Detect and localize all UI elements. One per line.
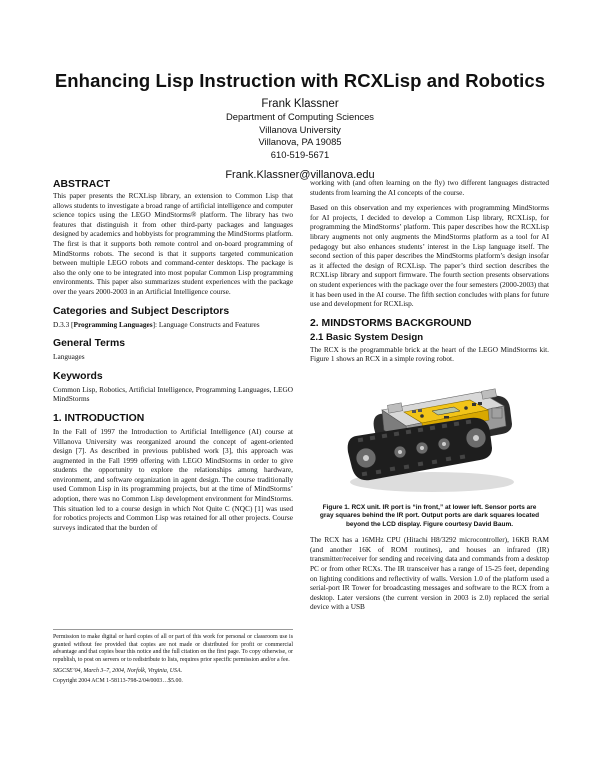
rcx-robot-figure bbox=[342, 370, 517, 500]
copyright-line: Copyright 2004 ACM 1-58113-798-2/04/0003…$5.00. bbox=[53, 677, 183, 684]
left-column bbox=[53, 178, 293, 532]
author-name: Frank Klassner bbox=[261, 98, 339, 110]
author-email[interactable]: Frank.Klassner@villanova.edu bbox=[225, 169, 375, 182]
introduction-paragraph-1-continued: working with (and often learning on the fly) two different languages distracted students from learning the AI concepts of the course. bbox=[310, 178, 549, 197]
general-terms-text: Languages bbox=[53, 352, 85, 362]
introduction-paragraph-2: Based on this observation and my experiences with programming MindStorms for AI projects, I decided to develop a Common Lisp library, RCXLisp, for programming the MindStorms’ platform. This paper describes how the RCXLisp library augments not only augments the MindStorms platform as a tool for AI pedagogy but also enhances students’ interest in the Lisp language itself. The second section of this paper describes the MindStorms platform’s design insofar as it affected the design of RCXLisp. The paper’s third section describes the RCXLisp library and support firmware. The fourth section presents observations on student experiences with the package over the four semesters (2000-2003) that it has been used in the AI course. The fifth section concludes with plans for future use and development for RCXLisp. bbox=[310, 203, 549, 309]
paper-title: Enhancing Lisp Instruction with RCXLisp and Robotics bbox=[54, 70, 546, 91]
affiliation-address: Villanova, PA 19085 bbox=[258, 136, 342, 148]
abstract-heading: ABSTRACT bbox=[53, 179, 111, 190]
keywords-text: Common Lisp, Robotics, Artificial Intelligence, Programming Languages, LEGO MindStorms bbox=[53, 384, 293, 404]
introduction-heading: 1. INTRODUCTION bbox=[53, 412, 145, 424]
categories-rest: ]: Language Constructs and Features bbox=[152, 319, 260, 329]
copyright-rule bbox=[53, 629, 293, 630]
affiliation-dept: Department of Computing Sciences bbox=[226, 111, 374, 122]
section-2-paragraph-1: The RCX is the programmable brick at the heart of the LEGO MindStorms kit. Figure 1 shows an RCX in a simple roving robot. bbox=[310, 344, 549, 364]
author-block bbox=[0, 97, 600, 182]
categories-code: D.3.3 [ bbox=[53, 319, 74, 329]
section-2-1-heading: 2.1 Basic System Design bbox=[310, 331, 424, 343]
copyright-notice: Permission to make digital or hard copies of all or part of this work for personal or classroom use is granted without fee provided that copies are not made or distributed for profit or commercial advantage and that copies bear this notice and the full citation on the first page. To copy otherwise, or republish, to post on servers or to redistribute to lists, requires prior specific permission and/or a fee. bbox=[53, 634, 293, 664]
copyright-venue: SIGCSE’04, March 3–7, 2004, Norfolk, Virginia, USA. bbox=[53, 667, 183, 674]
copyright-block bbox=[53, 629, 293, 685]
front-tread bbox=[348, 418, 492, 480]
general-terms-heading: General Terms bbox=[53, 338, 125, 350]
affiliation-university: Villanova University bbox=[259, 123, 341, 135]
right-column bbox=[310, 178, 549, 612]
categories-text bbox=[53, 320, 293, 330]
abstract-text: This paper presents the RCXLisp library, an extension to Common Lisp that allows students to investigate a broad range of artificial intelligence and computer science topics using the LEGO MindStorms® platform. The library has two features that distinguish it from other third-party packages and languages designed by academics and hobbyists for programming the MindStorms platform. The first is that it supports both remote control and on-board programming of MindStorms robots. The second is that it supports targeted communication between multiple LEGO robots and command-center desktops. The package is also the only one to be integrated into most popular Common Lisp programming environments. This paper also summarizes student experiences with the package over the years 2000-2003 in an Artificial Intelligence course. bbox=[53, 191, 293, 296]
categories-term: Programming Languages bbox=[73, 319, 153, 329]
figure-1-caption: Figure 1. RCX unit. IR port is “in front,” at lower left. Sensor ports are gray squares behind the IR port. Output ports are dark squares located beyond the LCD display. Figure courtesy David Baum. bbox=[319, 503, 540, 528]
keywords-heading: Keywords bbox=[53, 370, 103, 382]
section-2-heading: 2. MINDSTORMS BACKGROUND bbox=[310, 317, 472, 329]
affiliation-phone: 610-519-5671 bbox=[270, 148, 330, 160]
categories-heading: Categories and Subject Descriptors bbox=[53, 305, 230, 317]
introduction-paragraph-1: In the Fall of 1997 the Introduction to Artificial Intelligence (AI) course at Villanova University was reorganized around the concept of agent-oriented design [7]. As described in previous published work [3], this approach was augmented in the Fall 1999 offering with LEGO MindStorms in order to give students the opportunity to explore the relationships among hardware, environment, and software organization in agent design. The course traditionally used Common Lisp in its programming projects, but at the time of MindStorms’ adoption, there was no Common Lisp development environment for MindStorms. This situation led to a course design in which Not Quite C (NQC) [1] was used for robotics projects and Common Lisp was retained for all other projects. Course surveys indicated that the burden of bbox=[53, 426, 293, 532]
section-2-paragraph-2: The RCX has a 16MHz CPU (Hitachi H8/3292 microcontroller), 16KB RAM (and another 16K of ROM routines), and houses an infrared (IR) transmitter/receiver for sending and receiving data and commands from a desktop PC or from other RCXs. The IR transceiver has a range of 15-25 feet, depending on lighting conditions and reflectivity of walls. Version 1.0 of the platform used a serial-port IR Tower for broadcasting messages and software to the RCX from a desktop. Later versions (the current version in 2003 is 2.0) replaced the serial device with a USB bbox=[310, 535, 549, 612]
